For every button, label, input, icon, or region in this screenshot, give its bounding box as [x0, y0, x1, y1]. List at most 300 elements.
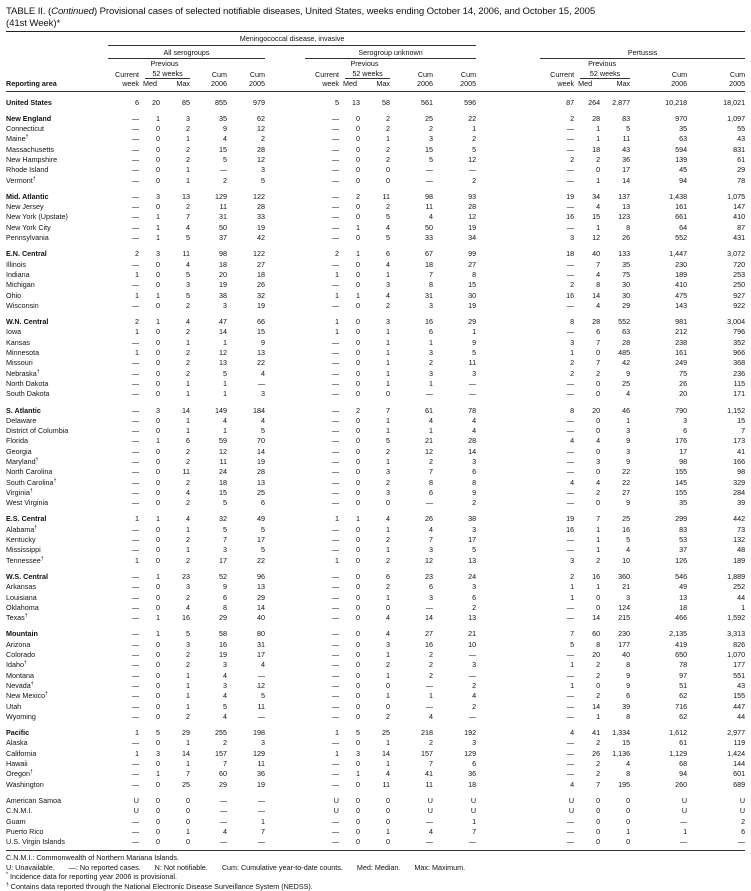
- cell-value: 44: [737, 592, 746, 602]
- cell-value: —: [131, 134, 139, 144]
- header-cum: Cum: [211, 69, 227, 79]
- cell-value: 115: [733, 378, 746, 388]
- cell-value: —: [331, 571, 339, 581]
- cell-value: 0: [356, 436, 360, 446]
- area-name: Louisiana: [6, 592, 37, 602]
- cell-value: 43: [737, 680, 746, 690]
- reporting-area: [6, 98, 104, 108]
- star-mark: *: [6, 872, 8, 879]
- cell-value: 15: [468, 280, 477, 290]
- cell-value: 14: [219, 327, 227, 337]
- cell-value: 3: [429, 545, 433, 555]
- reporting-area: [6, 270, 104, 280]
- cell-value: 9: [626, 368, 631, 378]
- header-cum: Cum: [460, 69, 477, 79]
- cell-value: 25: [382, 728, 390, 738]
- cell-value: 14: [257, 446, 265, 456]
- cell-value: 1: [135, 269, 139, 279]
- cell-value: 30: [622, 280, 631, 290]
- cell-value: 19: [566, 514, 575, 524]
- cell-value: —: [331, 660, 339, 670]
- cell-value: 2: [596, 769, 601, 779]
- cell-value: —: [257, 837, 265, 847]
- header-52-weeks: [339, 69, 390, 80]
- cell-value: 3: [186, 582, 190, 592]
- cell-value: —: [131, 498, 139, 508]
- cell-value: U: [427, 806, 433, 816]
- cell-value: —: [331, 592, 339, 602]
- cell-value: 2: [386, 300, 390, 310]
- cell-value: 0: [596, 795, 601, 805]
- cell-value: 661: [675, 212, 688, 222]
- cell-value: 0: [596, 602, 601, 612]
- area-name: Mid. Atlantic: [6, 191, 49, 201]
- cell-value: 1,424: [727, 748, 746, 758]
- reporting-area: [6, 291, 104, 301]
- cell-value: 1: [223, 378, 227, 388]
- cell-value: 601: [733, 769, 746, 779]
- reporting-area: [6, 223, 104, 233]
- cell-value: 0: [356, 680, 360, 690]
- cell-value: 119: [733, 738, 746, 748]
- cell-value: 2: [186, 202, 190, 212]
- cell-value: 0: [626, 816, 631, 826]
- cell-value: 129: [253, 748, 265, 758]
- reporting-area: [6, 165, 104, 175]
- cell-value: 18: [425, 259, 433, 269]
- cell-value: 6: [429, 327, 433, 337]
- cell-value: 1: [386, 691, 390, 701]
- cell-value: 2,135: [669, 629, 688, 639]
- cell-value: —: [331, 415, 339, 425]
- table-row: [6, 702, 745, 712]
- cell-value: —: [566, 222, 575, 232]
- cell-value: 18: [257, 269, 265, 279]
- cell-value: 7: [186, 212, 190, 222]
- cell-value: —: [131, 212, 139, 222]
- cell-value: 161: [675, 202, 688, 212]
- cell-value: 1: [156, 629, 160, 639]
- cell-value: 98: [219, 249, 227, 259]
- cell-value: —: [331, 602, 339, 612]
- footnote-legend: [6, 863, 745, 873]
- cell-value: 38: [468, 514, 477, 524]
- cell-value: 0: [156, 457, 160, 466]
- cell-value: 0: [156, 467, 160, 477]
- cell-value: 0: [386, 806, 390, 816]
- cell-value: 299: [675, 514, 688, 524]
- cell-value: 6: [472, 759, 477, 769]
- reporting-area: [6, 369, 104, 379]
- cell-value: —: [257, 670, 265, 680]
- cell-value: 1: [335, 728, 339, 738]
- cell-value: —: [331, 650, 339, 660]
- cell-value: 230: [675, 259, 688, 269]
- cell-value: 64: [679, 222, 688, 232]
- cell-value: 43: [737, 134, 746, 144]
- cell-value: 14: [257, 602, 265, 612]
- cell-value: —: [566, 487, 575, 497]
- area-name: W.N. Central: [6, 317, 49, 327]
- cell-value: —: [566, 175, 575, 185]
- cell-value: 29: [622, 300, 631, 310]
- cell-value: 15: [425, 144, 433, 154]
- cell-value: 4: [186, 317, 190, 327]
- cell-value: 2: [429, 738, 433, 748]
- cell-value: 0: [356, 487, 360, 497]
- cell-value: 5: [472, 545, 477, 555]
- reporting-area: [6, 759, 104, 769]
- cell-value: 0: [356, 175, 360, 185]
- cell-value: 7: [429, 759, 433, 769]
- cell-value: 0: [156, 592, 160, 602]
- reporting-area: [6, 317, 104, 327]
- cell-value: 0: [156, 806, 160, 816]
- cell-value: 1,438: [669, 191, 688, 201]
- cell-value: —: [131, 759, 139, 769]
- cell-value: 18: [592, 144, 601, 154]
- area-name: Delaware: [6, 415, 37, 425]
- cell-value: 0: [156, 711, 160, 721]
- table-row: [6, 582, 745, 592]
- cell-value: 2: [186, 348, 190, 358]
- reporting-area: [6, 379, 104, 389]
- cell-value: 28: [257, 144, 265, 154]
- cell-value: 2: [386, 144, 390, 154]
- cell-value: 0: [596, 498, 601, 508]
- cell-value: 78: [468, 405, 477, 415]
- cell-value: 17: [257, 535, 265, 545]
- cell-value: 927: [733, 290, 746, 300]
- cell-value: 720: [733, 259, 746, 269]
- cell-value: 18: [566, 249, 575, 259]
- cell-value: —: [566, 816, 575, 826]
- cell-value: 15: [219, 487, 227, 497]
- dagger-mark: †: [30, 680, 34, 687]
- cell-value: 6: [223, 592, 227, 602]
- cell-value: 0: [156, 816, 160, 826]
- area-name: Montana: [6, 670, 34, 680]
- cell-value: 4: [386, 629, 390, 639]
- cell-value: 25: [182, 779, 190, 789]
- cell-value: —: [131, 154, 139, 164]
- cell-value: 50: [425, 222, 433, 232]
- cell-value: 1: [223, 389, 227, 399]
- cell-value: 2: [429, 457, 433, 466]
- cell-value: 0: [356, 113, 360, 123]
- cell-value: 0: [386, 795, 390, 805]
- cell-value: 1: [386, 358, 390, 368]
- reporting-area: [6, 769, 104, 779]
- cell-value: 2,877: [612, 97, 631, 107]
- reporting-area: [6, 702, 104, 712]
- cell-value: 8: [429, 280, 433, 290]
- cell-value: 0: [356, 555, 360, 565]
- table-row: [6, 114, 745, 124]
- cell-value: —: [331, 134, 339, 144]
- cell-value: 0: [356, 233, 360, 243]
- cell-value: 5: [223, 498, 227, 508]
- cell-value: 419: [675, 639, 688, 649]
- cell-value: 2: [386, 124, 390, 134]
- cell-value: 3: [386, 487, 390, 497]
- area-name: Oklahoma: [6, 602, 39, 612]
- table-row: [6, 249, 745, 259]
- area-name: Utah: [6, 701, 22, 711]
- cell-value: 1: [386, 457, 390, 466]
- cell-value: 2: [186, 592, 190, 602]
- cell-value: 2: [429, 358, 433, 368]
- cell-value: 40: [622, 650, 631, 660]
- cell-value: 5: [186, 290, 190, 300]
- cell-value: 2: [186, 300, 190, 310]
- cell-value: 4: [429, 524, 433, 534]
- cell-value: 0: [186, 837, 190, 847]
- cell-value: 0: [356, 759, 360, 769]
- cell-value: 1: [386, 415, 390, 425]
- area-name: Maine: [6, 134, 26, 144]
- cell-value: 0: [356, 467, 360, 477]
- cell-value: 8: [429, 477, 433, 487]
- cell-value: 85: [182, 97, 190, 107]
- cell-value: 61: [679, 738, 688, 748]
- cell-value: 2: [186, 650, 190, 660]
- cell-value: —: [131, 405, 139, 415]
- cell-value: 0: [386, 816, 390, 826]
- cell-value: 1: [186, 415, 190, 425]
- area-name: C.N.M.I.: [6, 806, 33, 816]
- cell-value: 236: [733, 368, 746, 378]
- cell-value: 716: [675, 701, 688, 711]
- cell-value: 0: [356, 368, 360, 378]
- cell-value: 1: [186, 680, 190, 690]
- reporting-area: [6, 593, 104, 603]
- cell-value: 0: [156, 269, 160, 279]
- reporting-area: [6, 348, 104, 358]
- cell-value: 1: [156, 317, 160, 327]
- reporting-area: [6, 436, 104, 446]
- cell-value: 5: [626, 535, 631, 545]
- cell-value: 4: [386, 613, 390, 623]
- cell-value: 0: [156, 602, 160, 612]
- table-row: [6, 338, 745, 348]
- cell-value: 16: [566, 524, 575, 534]
- cell-value: —: [131, 436, 139, 446]
- dagger-text: Contains data reported through the National Electronic Disease Surveillance System (NEDSS).: [10, 881, 313, 891]
- cell-value: 6: [429, 582, 433, 592]
- cell-value: 3: [261, 165, 265, 175]
- table-row: [6, 406, 745, 416]
- cell-value: 2: [596, 691, 601, 701]
- cell-value: —: [331, 144, 339, 154]
- cell-value: 5: [570, 639, 575, 649]
- reporting-area: [6, 817, 104, 827]
- table-row: [6, 603, 745, 613]
- cell-value: 1: [596, 222, 601, 232]
- cell-value: —: [566, 457, 575, 466]
- cell-value: —: [566, 769, 575, 779]
- cell-value: 177: [733, 660, 746, 670]
- cell-value: 166: [733, 457, 746, 466]
- cell-value: 13: [257, 582, 265, 592]
- reporting-area: [6, 640, 104, 650]
- cell-value: 253: [733, 269, 746, 279]
- cell-value: —: [331, 202, 339, 212]
- cell-value: 3: [596, 457, 601, 466]
- cell-value: 5: [261, 545, 265, 555]
- cell-value: 5: [626, 124, 631, 134]
- cell-value: —: [131, 582, 139, 592]
- cell-value: 0: [596, 378, 601, 388]
- cell-value: 93: [468, 191, 477, 201]
- dagger-mark: †: [45, 691, 48, 698]
- cell-value: 650: [675, 650, 688, 660]
- cell-value: —: [566, 837, 575, 847]
- cell-value: 23: [425, 571, 433, 581]
- cell-value: 3: [472, 582, 477, 592]
- cell-value: 8: [570, 317, 575, 327]
- cell-value: 17: [468, 535, 477, 545]
- area-name: Minnesota: [6, 348, 40, 358]
- cell-value: —: [331, 280, 339, 290]
- area-name: Nebraska: [6, 368, 37, 378]
- cell-value: 14: [592, 701, 601, 711]
- dagger-mark: †: [35, 457, 39, 463]
- cell-value: 3: [472, 660, 477, 670]
- cell-value: —: [468, 389, 477, 399]
- cell-value: 0: [156, 670, 160, 680]
- cell-value: 8: [596, 639, 601, 649]
- cell-value: 3: [223, 545, 227, 555]
- cell-value: 4: [429, 415, 433, 425]
- cell-value: —: [566, 378, 575, 388]
- cell-value: 796: [733, 327, 746, 337]
- reporting-area: [6, 176, 104, 186]
- dagger-mark: †: [34, 524, 38, 531]
- cell-value: 1: [386, 269, 390, 279]
- cell-value: 6: [386, 249, 390, 259]
- cell-value: 12: [257, 680, 265, 690]
- table-row: [6, 572, 745, 582]
- cell-value: 27: [425, 629, 433, 639]
- cell-value: —: [219, 795, 227, 805]
- cell-value: 155: [733, 691, 746, 701]
- reporting-area: [6, 134, 104, 144]
- area-name: Ohio: [6, 290, 22, 300]
- cell-value: 37: [219, 233, 227, 243]
- cell-value: 1: [186, 738, 190, 748]
- cell-value: —: [331, 389, 339, 399]
- cell-value: 1: [683, 826, 688, 836]
- area-name: North Dakota: [6, 378, 49, 388]
- cell-value: 11: [219, 202, 227, 212]
- cell-value: —: [131, 457, 139, 466]
- cell-value: 2: [570, 154, 575, 164]
- cell-value: 0: [156, 487, 160, 497]
- cell-value: 0: [386, 680, 390, 690]
- cell-value: 264: [588, 97, 601, 107]
- cell-value: 20: [152, 97, 160, 107]
- cell-value: 26: [425, 514, 433, 524]
- cell-value: 1: [386, 337, 390, 347]
- table-row: [6, 796, 745, 806]
- cell-value: 22: [468, 113, 477, 123]
- cell-value: 3: [626, 426, 631, 436]
- cell-value: 1: [186, 175, 190, 185]
- table-row: [6, 660, 745, 670]
- cell-value: 1: [135, 728, 139, 738]
- cell-value: —: [331, 738, 339, 748]
- cell-value: —: [131, 378, 139, 388]
- cell-value: 40: [257, 613, 265, 623]
- cell-value: 13: [182, 191, 190, 201]
- cell-value: 9: [626, 436, 631, 446]
- cell-value: 0: [596, 467, 601, 477]
- cell-value: —: [257, 378, 265, 388]
- cell-value: 7: [741, 426, 746, 436]
- cell-value: 1: [570, 680, 575, 690]
- cell-value: 3: [472, 457, 477, 466]
- cell-value: 0: [156, 327, 160, 337]
- area-name: United States: [6, 97, 52, 107]
- dagger-mark: †: [24, 613, 28, 620]
- reporting-area: [6, 681, 104, 691]
- cell-value: 12: [592, 233, 601, 243]
- table-title: [6, 6, 745, 29]
- cell-value: —: [566, 389, 575, 399]
- table-row: [6, 348, 745, 358]
- cell-value: 0: [356, 738, 360, 748]
- cell-value: 149: [215, 405, 227, 415]
- cell-value: 28: [592, 317, 601, 327]
- cell-value: 3: [570, 233, 575, 243]
- cell-value: —: [331, 113, 339, 123]
- area-name: Kentucky: [6, 535, 36, 545]
- cell-value: 5: [223, 368, 227, 378]
- cell-value: 75: [622, 269, 631, 279]
- area-name: E.N. Central: [6, 249, 47, 259]
- cell-value: 1: [596, 134, 601, 144]
- cell-value: 2: [135, 249, 139, 259]
- cell-value: 0: [156, 368, 160, 378]
- cell-value: 4: [223, 826, 227, 836]
- cell-value: 3,313: [727, 629, 746, 639]
- cell-value: —: [131, 280, 139, 290]
- cell-value: 238: [675, 337, 688, 347]
- cell-value: 1: [386, 348, 390, 358]
- reporting-area: [6, 671, 104, 681]
- reporting-area: [6, 556, 104, 566]
- cell-value: 143: [675, 300, 688, 310]
- cell-value: 24: [219, 467, 227, 477]
- cell-value: 1: [156, 113, 160, 123]
- cell-value: 7: [223, 535, 227, 545]
- cell-value: 1: [186, 378, 190, 388]
- cell-value: U: [133, 795, 139, 805]
- cell-value: 1: [386, 426, 390, 436]
- cell-value: —: [131, 487, 139, 497]
- cell-value: 7: [223, 759, 227, 769]
- cell-value: 6: [472, 592, 477, 602]
- cell-value: 966: [733, 348, 746, 358]
- cell-value: 2: [596, 368, 601, 378]
- cell-value: 78: [679, 660, 688, 670]
- cell-value: 2: [186, 498, 190, 508]
- reporting-area: [6, 260, 104, 270]
- cell-value: 11: [622, 134, 631, 144]
- cell-value: 198: [253, 728, 265, 738]
- legend-item: Max: Maximum.: [414, 862, 466, 872]
